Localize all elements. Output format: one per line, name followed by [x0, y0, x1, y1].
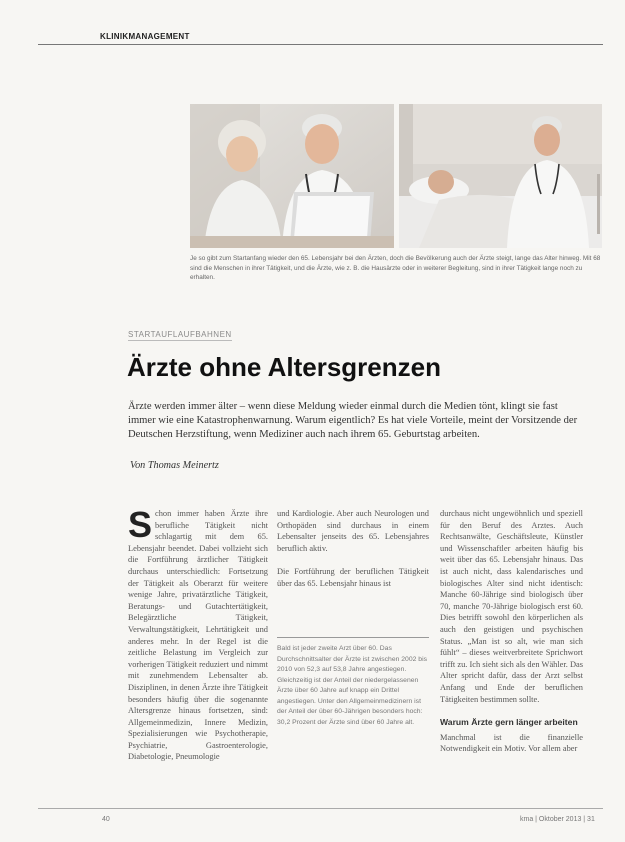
- column-1-text: chon immer haben Ärzte ihre berufliche Tätigkeit nicht schlagartig mit dem 65. Lebensjahr beendet. Dabei vollzieht sich die Fortführung ärztlicher Tätigkeit durchaus unterschiedlich: Fortsetzung der Tätigkeit als Oberarzt für weitere wenige Jahre, privatärztliche Tätigkeit, Beratungs- und Gutachtertätigkeit, Belegärztliche Tätigkeit, Verwaltungstätigkeit, Lehrtätigkeit und anderes mehr. In der Regel ist die zeitliche Belastung im Vergleich zur vorherigen Tätigkeit reduziert und nimmt mit zunehmendem Lebensalter ab. Disziplinen, in denen Ärzte ihre Tätigkeit besonders häufig über die sogenannte Altersgrenze hinaus fortsetzen, sind: Allgemeinmedizin, Innere Medizin, Spezialisierungen wie Psychotherapie, Psychiatrie, Gastroenterologie, Diabetologie, Pneumologie: [128, 509, 268, 762]
- column-3-subhead: Warum Ärzte gern länger arbeiten: [440, 717, 578, 728]
- photo-caption: Je so gibt zum Startanfang wieder den 65. Lebensjahr bei den Ärzten, doch die Bevölkerung auch der Ärzte steigt, lange das Alter hinweg. Mit 68 sind die Menschen in ihrer Tätigkeit, und die Ärzte, wie z. B. die Hausärzte oder in weiterer Begleitung, sind in ihrer Tätigkeit lange noch zu erhalten.: [190, 255, 601, 281]
- column-2: [277, 508, 429, 590]
- column-3-para-2: Manchmal ist die finanzielle Notwendigkeit ein Motiv. Vor allem aber: [440, 732, 583, 754]
- column-2-para-2: Die Fortführung der beruflichen Tätigkeit über das 65. Lebensjahr hinaus ist: [277, 567, 429, 588]
- column-2-para-1: und Kardiologie. Aber auch Neurologen und Orthopäden sind durchaus in einem Lebensalter jenseits des 65. Lebensjahres beruflich aktiv.: [277, 509, 429, 553]
- drop-cap: S: [128, 504, 153, 545]
- column-3: [440, 508, 583, 755]
- info-box: Bald ist jeder zweite Arzt über 60. Das Durchschnittsalter der Ärzte ist zwischen 2002 bis 2010 von 52,3 auf 53,8 Jahre angestiegen. Gleichzeitig ist der Anteil der niedergelassenen Ärzte über 60 Jahre auf knapp ein Drittel angestiegen. Unter den Allgemeinmedizinern ist der Anteil der über 60-Jährigen besonders hoch: 30,2 Prozent der Ärzte sind über 60 Jahre alt.: [277, 637, 429, 784]
- column-1: [128, 504, 268, 763]
- page-number-left: 40: [102, 816, 110, 823]
- page-number-right: kma | Oktober 2013 | 31: [520, 816, 595, 823]
- column-3-para-1: durchaus nicht ungewöhnlich und speziell für den Beruf des Arztes. Auch Rechtsanwälte, Geschäftsleute, Künstler und Wissenschaftler arbeiten häufig bis weit über das 65. Lebensjahr hinaus. Das ist auch nicht, dass kalendarisches und biologisches Alter sind nicht identisch: Manche 60-Jährige sind biologisch über 70, manche 70-Jährige biologisch erst 60. Dies betrifft sowohl den körperlichen als auch den geistigen und psychischen Status. „Man ist so alt, wie man sich fühlt“ – dieses weitverbreitete Sprichwort trifft zu. Ich sieht sich als den Wähler. Das Alter spricht dafür, dass der Arzt selbst Anfang und Ende der beruflichen Tätigkeiten bestimmen sollte.: [440, 509, 583, 704]
- footer-rule: [38, 808, 603, 809]
- section-label: KLINIKMANAGEMENT: [100, 32, 190, 41]
- author-line: Von Thomas Meinertz: [130, 460, 219, 471]
- header-rule: [38, 44, 603, 45]
- rubric-label: STARTAUFLAUFBAHNEN: [128, 330, 232, 339]
- article-lead: Ärzte werden immer älter – wenn diese Meldung wieder einmal durch die Medien tönt, klingt sie fast immer wie eine Katastrophenwarnung. Warum eigentlich? Es hat viele Vorteile, meint der Vorsitzende der Deutschen Herzstiftung, wenn Mediziner auch nach ihrem 65. Geburtstag arbeiten.: [128, 401, 578, 440]
- photo-doctors-laptop: [190, 104, 394, 248]
- article-title: Ärzte ohne Altersgrenzen: [127, 352, 441, 382]
- photo-doctor-bedside: [399, 104, 602, 248]
